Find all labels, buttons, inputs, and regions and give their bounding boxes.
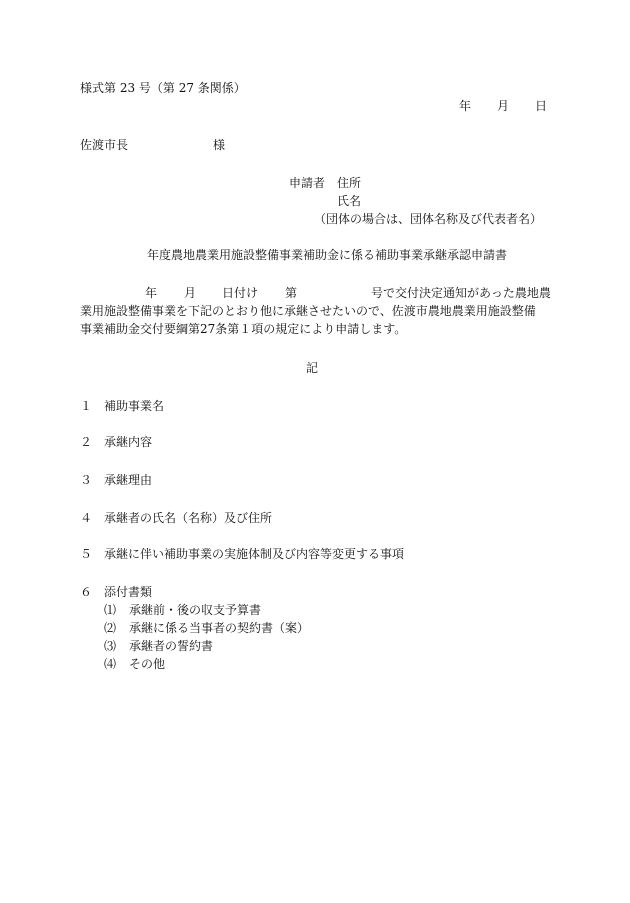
date-day: 日 (535, 99, 548, 113)
item-label: 承継者の氏名（名称）及び住所 (104, 511, 273, 525)
item-label: 補助事業名 (104, 399, 165, 413)
attachment-label: 承継に係る当事者の契約書（案） (129, 621, 310, 635)
item-number: ４ (80, 511, 93, 525)
item-number: ６ (80, 585, 93, 599)
item-number: ３ (80, 473, 93, 487)
attachment-label: 承継前・後の収支予算書 (129, 603, 262, 617)
item-label: 承継に伴い補助事業の実施体制及び内容等変更する事項 (104, 547, 405, 561)
body-line2: 業用施設整備事業を下記のとおり他に承継させたいので、佐渡市農地農業用施設整備 (80, 304, 536, 318)
attachment-label: 承継者の誓約書 (129, 639, 214, 653)
addressee-name: 佐渡市長 (80, 138, 129, 152)
item-label: 承継理由 (104, 473, 153, 487)
body-year: 年 (145, 286, 158, 300)
attachment-number: ⑵ (104, 621, 117, 635)
applicant-address-label: 住所 (337, 176, 362, 190)
addressee-honorific: 様 (213, 138, 226, 152)
attachment-number: ⑴ (104, 603, 117, 617)
body-number-prefix: 第 (285, 286, 298, 300)
form-number: 様式第 23 号（第 27 条関係） (80, 81, 246, 95)
body-day: 日付け (222, 286, 259, 300)
item-number: ２ (80, 435, 93, 449)
applicant-note: （団体の場合は、団体名称及び代表者名） (314, 212, 543, 226)
applicant-name-label: 氏名 (337, 194, 362, 208)
attachment-label: その他 (129, 657, 166, 671)
item-label: 添付書類 (104, 585, 153, 599)
attachment-number: ⑷ (104, 657, 117, 671)
applicant-label: 申請者 (289, 176, 326, 190)
date-year: 年 (459, 99, 472, 113)
body-line3: 事業補助金交付要綱第27条第１項の規定により申請します。 (80, 322, 407, 336)
item-number: １ (80, 399, 93, 413)
item-number: ５ (80, 547, 93, 561)
body-month: 月 (184, 286, 197, 300)
body-line1-rest: 号で交付決定通知があった農地農 (371, 286, 551, 300)
item-label: 承継内容 (104, 435, 153, 449)
date-month: 月 (497, 99, 510, 113)
document-title: 年度農地農業用施設整備事業補助金に係る補助事業承継承認申請書 (147, 248, 508, 262)
ki-heading: 記 (306, 361, 319, 375)
attachment-number: ⑶ (104, 639, 117, 653)
